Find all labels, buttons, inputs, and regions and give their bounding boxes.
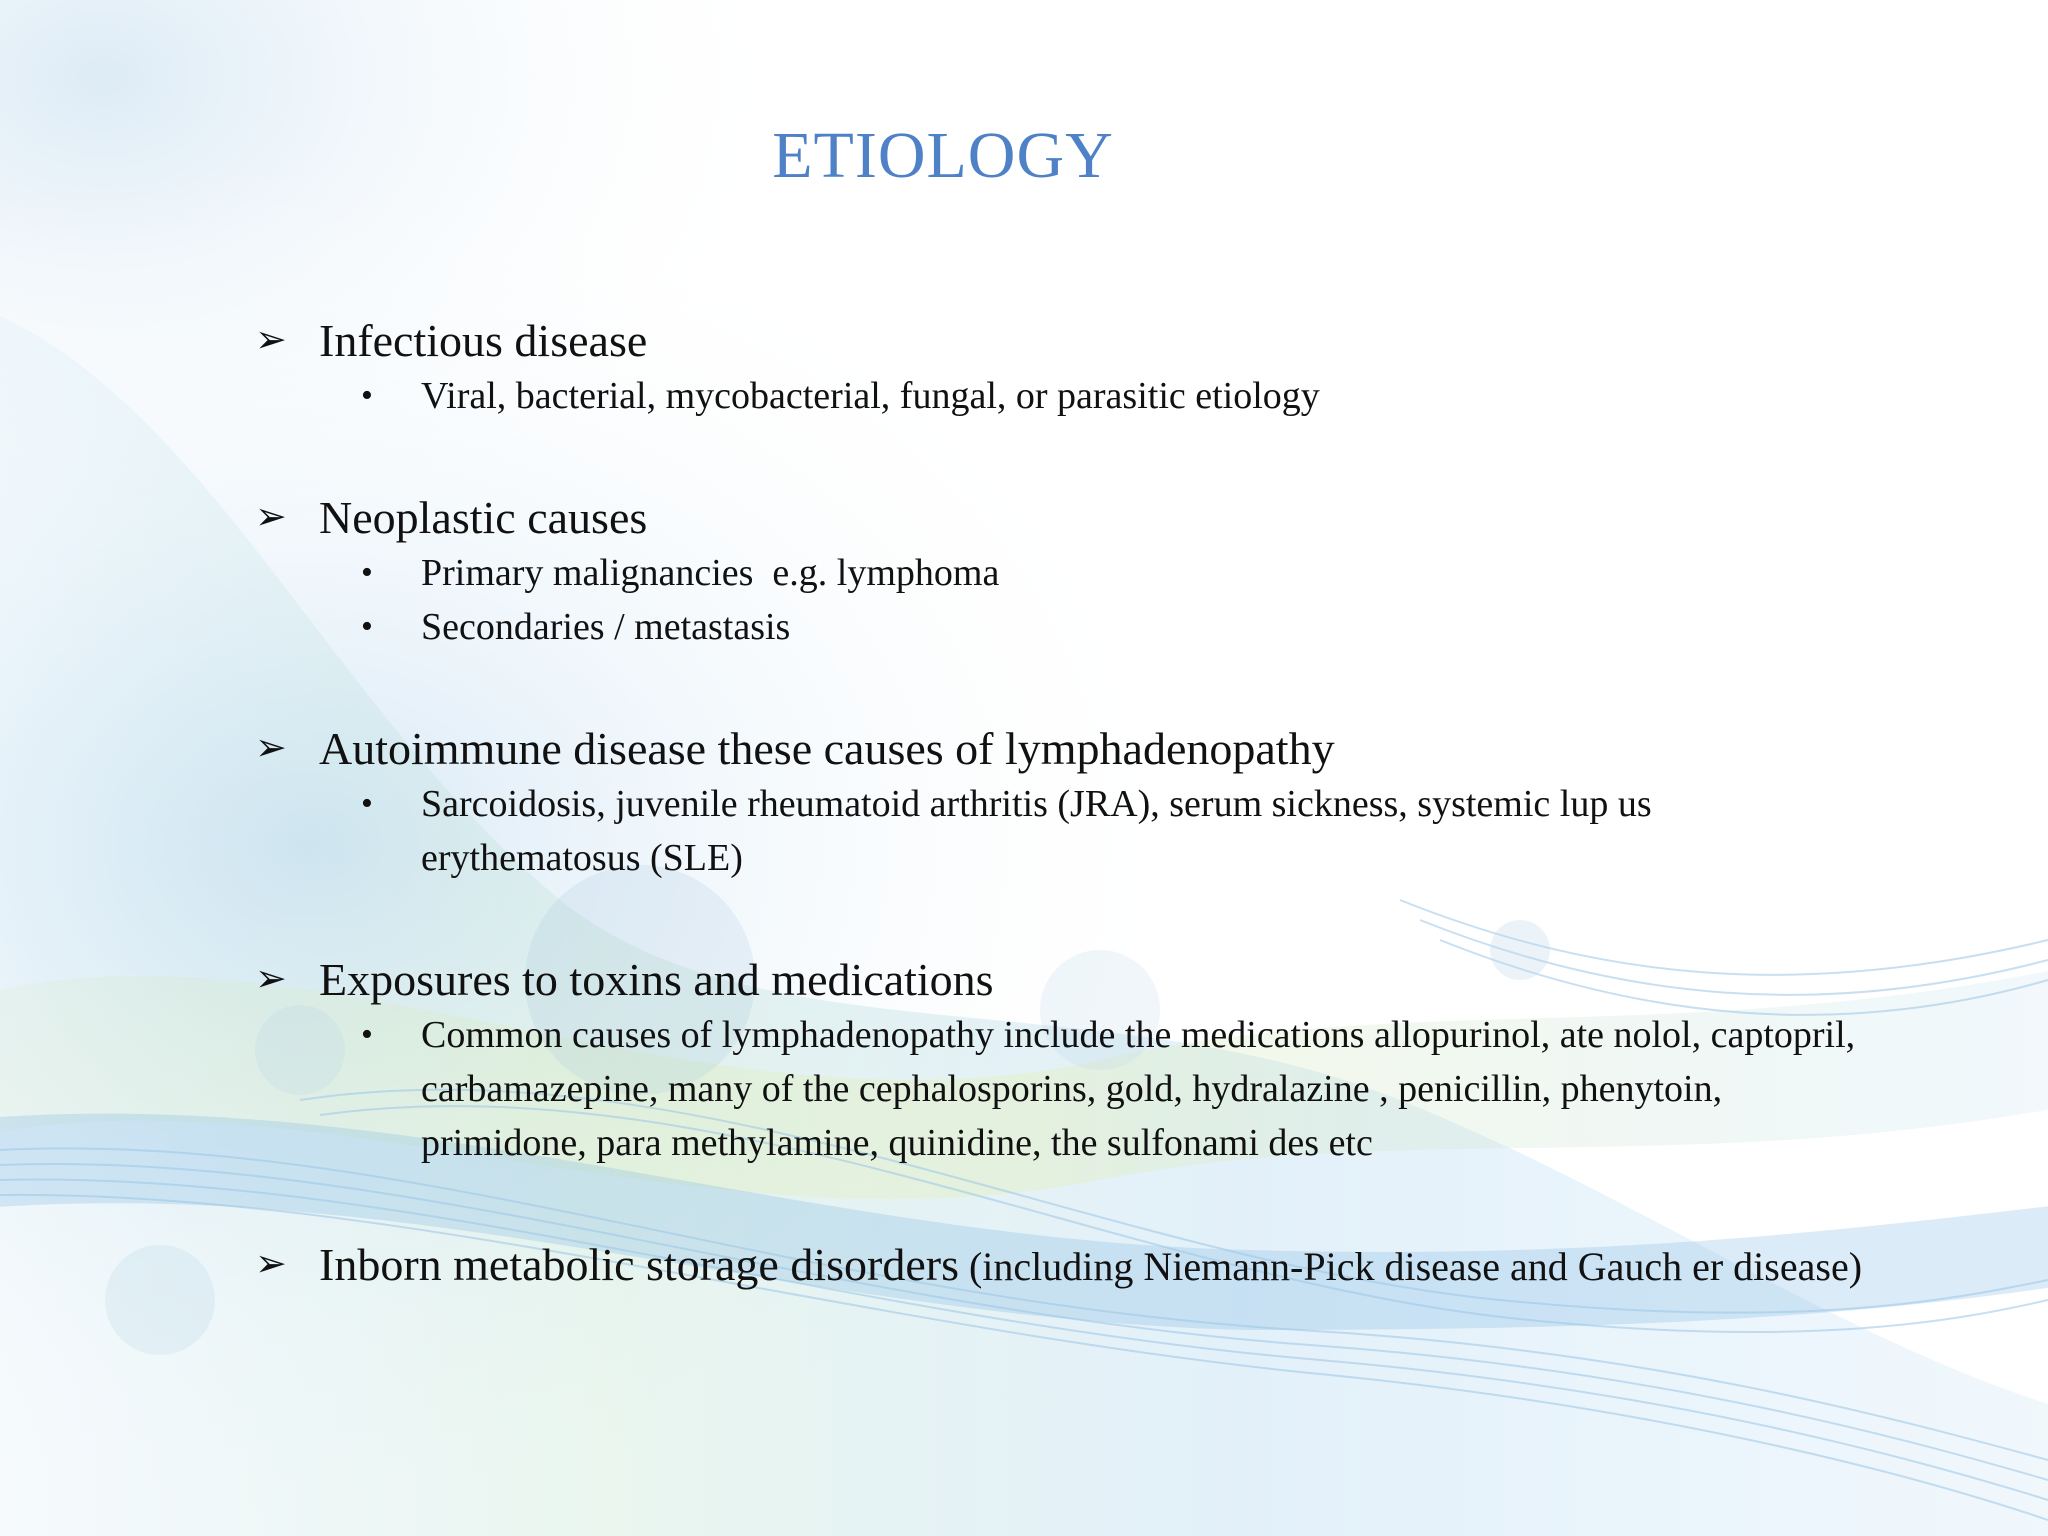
- item-heading: Inborn metabolic storage disorders: [319, 1239, 959, 1290]
- sub-item-text: Sarcoidosis, juvenile rheumatoid arthritis (JRA), serum sickness, systemic lup us erythematosus (SLE): [421, 783, 1652, 879]
- sub-item-text: Common causes of lymphadenopathy include the medications allopurinol, ate nolol, captopril, carbamazepine, many of the cephalosporins, gold, hydralazine , penicillin, phenytoin, primidone, para methylamine, quinidine, the sulfonami des etc: [421, 1014, 1856, 1164]
- list-item-autoimmune-disease: [255, 720, 1875, 885]
- sub-item-text: Viral, bacterial, mycobacterial, fungal, or parasitic etiology: [421, 375, 1320, 417]
- item-heading: Autoimmune disease these causes of lymphadenopathy: [319, 723, 1335, 774]
- item-heading: Neoplastic causes: [319, 492, 648, 543]
- sub-item-text: Primary malignancies e.g. lymphoma: [421, 552, 1000, 594]
- sub-item: [319, 546, 1875, 600]
- list-item-exposures: [255, 951, 1875, 1170]
- item-note: (including Niemann-Pick disease and Gauch er disease): [958, 1244, 1863, 1289]
- list-item-neoplastic-causes: [255, 489, 1875, 654]
- list-item-infectious-disease: [255, 312, 1875, 423]
- sub-item: [319, 777, 1875, 885]
- arrowhead-bullet-icon: ➢: [255, 958, 287, 1000]
- arrowhead-bullet-icon: ➢: [255, 496, 287, 538]
- sub-item: [319, 369, 1875, 423]
- etiology-list: [255, 312, 1875, 1295]
- slide-title: ETIOLOGY: [772, 119, 1114, 192]
- dot-bullet-icon: •: [361, 377, 373, 414]
- sub-item: [319, 600, 1875, 654]
- sub-item-text: Secondaries / metastasis: [421, 606, 791, 648]
- item-heading: Exposures to toxins and medications: [319, 954, 994, 1005]
- sub-item: [319, 1008, 1875, 1170]
- arrowhead-bullet-icon: ➢: [255, 1243, 287, 1285]
- dot-bullet-icon: •: [361, 1016, 373, 1053]
- list-item-inborn-metabolic: [255, 1236, 1875, 1295]
- arrowhead-bullet-icon: ➢: [255, 319, 287, 361]
- dot-bullet-icon: •: [361, 608, 373, 645]
- dot-bullet-icon: •: [361, 785, 373, 822]
- dot-bullet-icon: •: [361, 554, 373, 591]
- item-heading: Infectious disease: [319, 315, 648, 366]
- arrowhead-bullet-icon: ➢: [255, 727, 287, 769]
